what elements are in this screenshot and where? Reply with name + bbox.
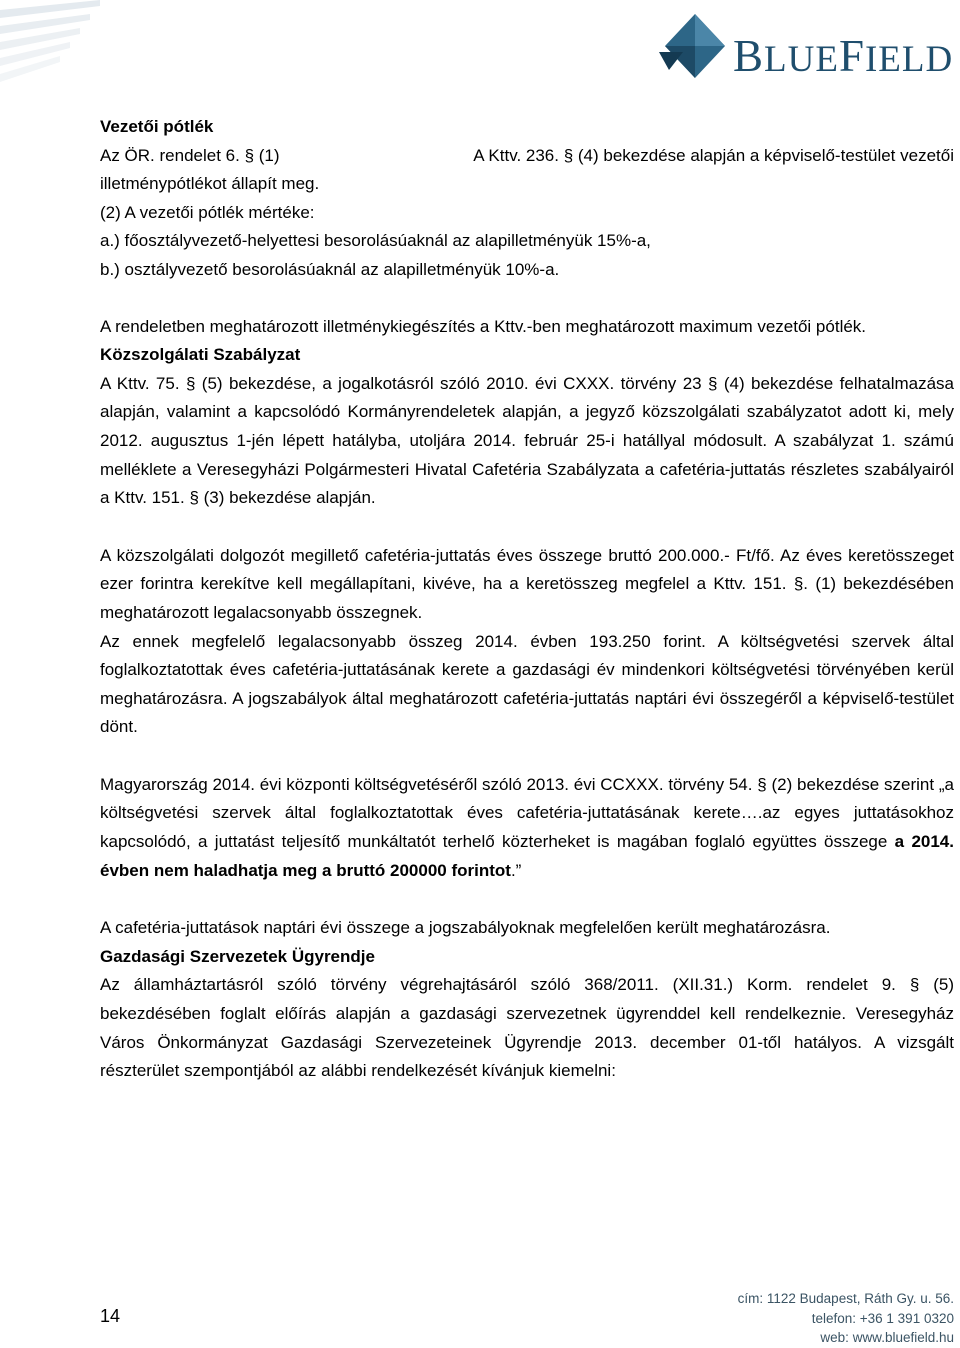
footer-web: web: www.bluefield.hu bbox=[820, 1330, 954, 1345]
decorative-stripes bbox=[0, 0, 120, 100]
paragraph-line: illetménypótlékot állapít meg. bbox=[100, 174, 320, 194]
section-heading-gazdasagi-szervezetek: Gazdasági Szervezetek Ügyrendje bbox=[100, 946, 375, 966]
paragraph-line: b.) osztályvezető besorolásúaknál az alapilletményük 10%-a. bbox=[100, 259, 560, 279]
paragraph: A cafetéria-juttatások naptári évi összege a jogszabályoknak megfelelően került meghatározásra. bbox=[100, 918, 831, 938]
footer-contact bbox=[738, 1289, 954, 1348]
paragraph-line: Az ÖR. rendelet 6. § (1) A Kttv. 236. § (4) bekezdése alapján a képviselő-testület vezetői bbox=[100, 145, 954, 165]
paragraph-line: (2) A vezetői pótlék mértéke: bbox=[100, 202, 315, 222]
footer-phone: telefon: +36 1 391 0320 bbox=[811, 1310, 954, 1326]
bluefield-logo bbox=[655, 12, 960, 84]
paragraph: A Kttv. 75. § (5) bekezdése, a jogalkotásról szóló 2010. évi CXXX. törvény 23 § (4) bekezdése felhatalmazása alapján, valamint a kapcsolódó Kormányrendeletek alapján, a jegyző közszolgálati szabályzatot adott ki, mely 2012. augusztus 1-jén lépett hatályba, utoljára 2014. február 25-i hatállyal módosult. A szabályzat 1. számú melléklete a Veresegyházi Polgármesteri Hivatal Cafetéria Szabályzata a cafetéria-juttatás részletes szabályairól a Kttv. 151. § (3) bekezdése alapján. bbox=[100, 373, 954, 508]
paragraph: Az államháztartásról szóló törvény végrehajtásáról szóló 368/2011. (XII.31.) Korm. rendelet 9. § (5) bekezdésében foglalt előírás alapján a gazdasági szervezetnek ügyrenddel kell rendelkeznie. Veresegyház Város Önkormányzat Gazdasági Szervezeteinek Ügyrendje 2013. december 01-től hatályos. A vizsgált részterület szempontjából az alábbi rendelkezését kívánjuk kiemelni: bbox=[100, 975, 954, 1081]
page-number: 14 bbox=[100, 1306, 121, 1326]
paragraph: Az ennek megfelelő legalacsonyabb összeg 2014. évben 193.250 forint. A költségvetési szervek által foglalkoztatottak éves cafetéria-juttatásának kerete a gazdasági év mindenkori költségvetési törvényében kerül meghatározásra. A jogszabályok által meghatározott cafetéria-juttatás naptári évi összegéről a képviselő-testület dönt. bbox=[100, 631, 954, 737]
diamond-mark-icon bbox=[655, 12, 727, 82]
logo-wordmark: BLUEFIELD bbox=[733, 31, 954, 81]
document-body bbox=[100, 113, 954, 1086]
paragraph: Magyarország 2014. évi központi költségvetéséről szóló 2013. évi CCXXX. törvény 54. § (2) bekezdése szerint „a költségvetési szervek által foglalkoztatottak éves cafetéria-juttatásának kerete….az egyes juttatásokhoz kapcsolódó, a juttatást teljesítő munkáltatót terhelő közterheket is magában foglaló együttes összege a 2014. évben nem haladhatja meg a bruttó 200000 forintot.” bbox=[100, 774, 954, 880]
bold-emphasis: a 2014. évben nem haladhatja meg a bruttó 200000 forintot bbox=[100, 832, 954, 880]
paragraph: A közszolgálati dolgozót megillető cafetéria-juttatás éves összege bruttó 200.000.- Ft/fő. Az éves keretösszeget ezer forintra kerekítve kell megállapítani, kivéve, ha a keretösszeg megfelel a Kttv. 151. §. (1) bekezdésében meghatározott legalacsonyabb összegnek. bbox=[100, 545, 954, 622]
paragraph-line: a.) főosztályvezető-helyettesi besorolásúaknál az alapilletményük 15%-a, bbox=[100, 231, 651, 251]
footer-address: cím: 1122 Budapest, Ráth Gy. u. 56. bbox=[737, 1291, 954, 1306]
section-heading-kozszolgalati-szabalyzat: Közszolgálati Szabályzat bbox=[100, 345, 301, 365]
section-heading-vezetoi-potlek: Vezetői pótlék bbox=[100, 117, 214, 136]
paragraph: A rendeletben meghatározott illetménykiegészítés a Kttv.-ben meghatározott maximum vezetői pótlék. bbox=[100, 316, 867, 336]
